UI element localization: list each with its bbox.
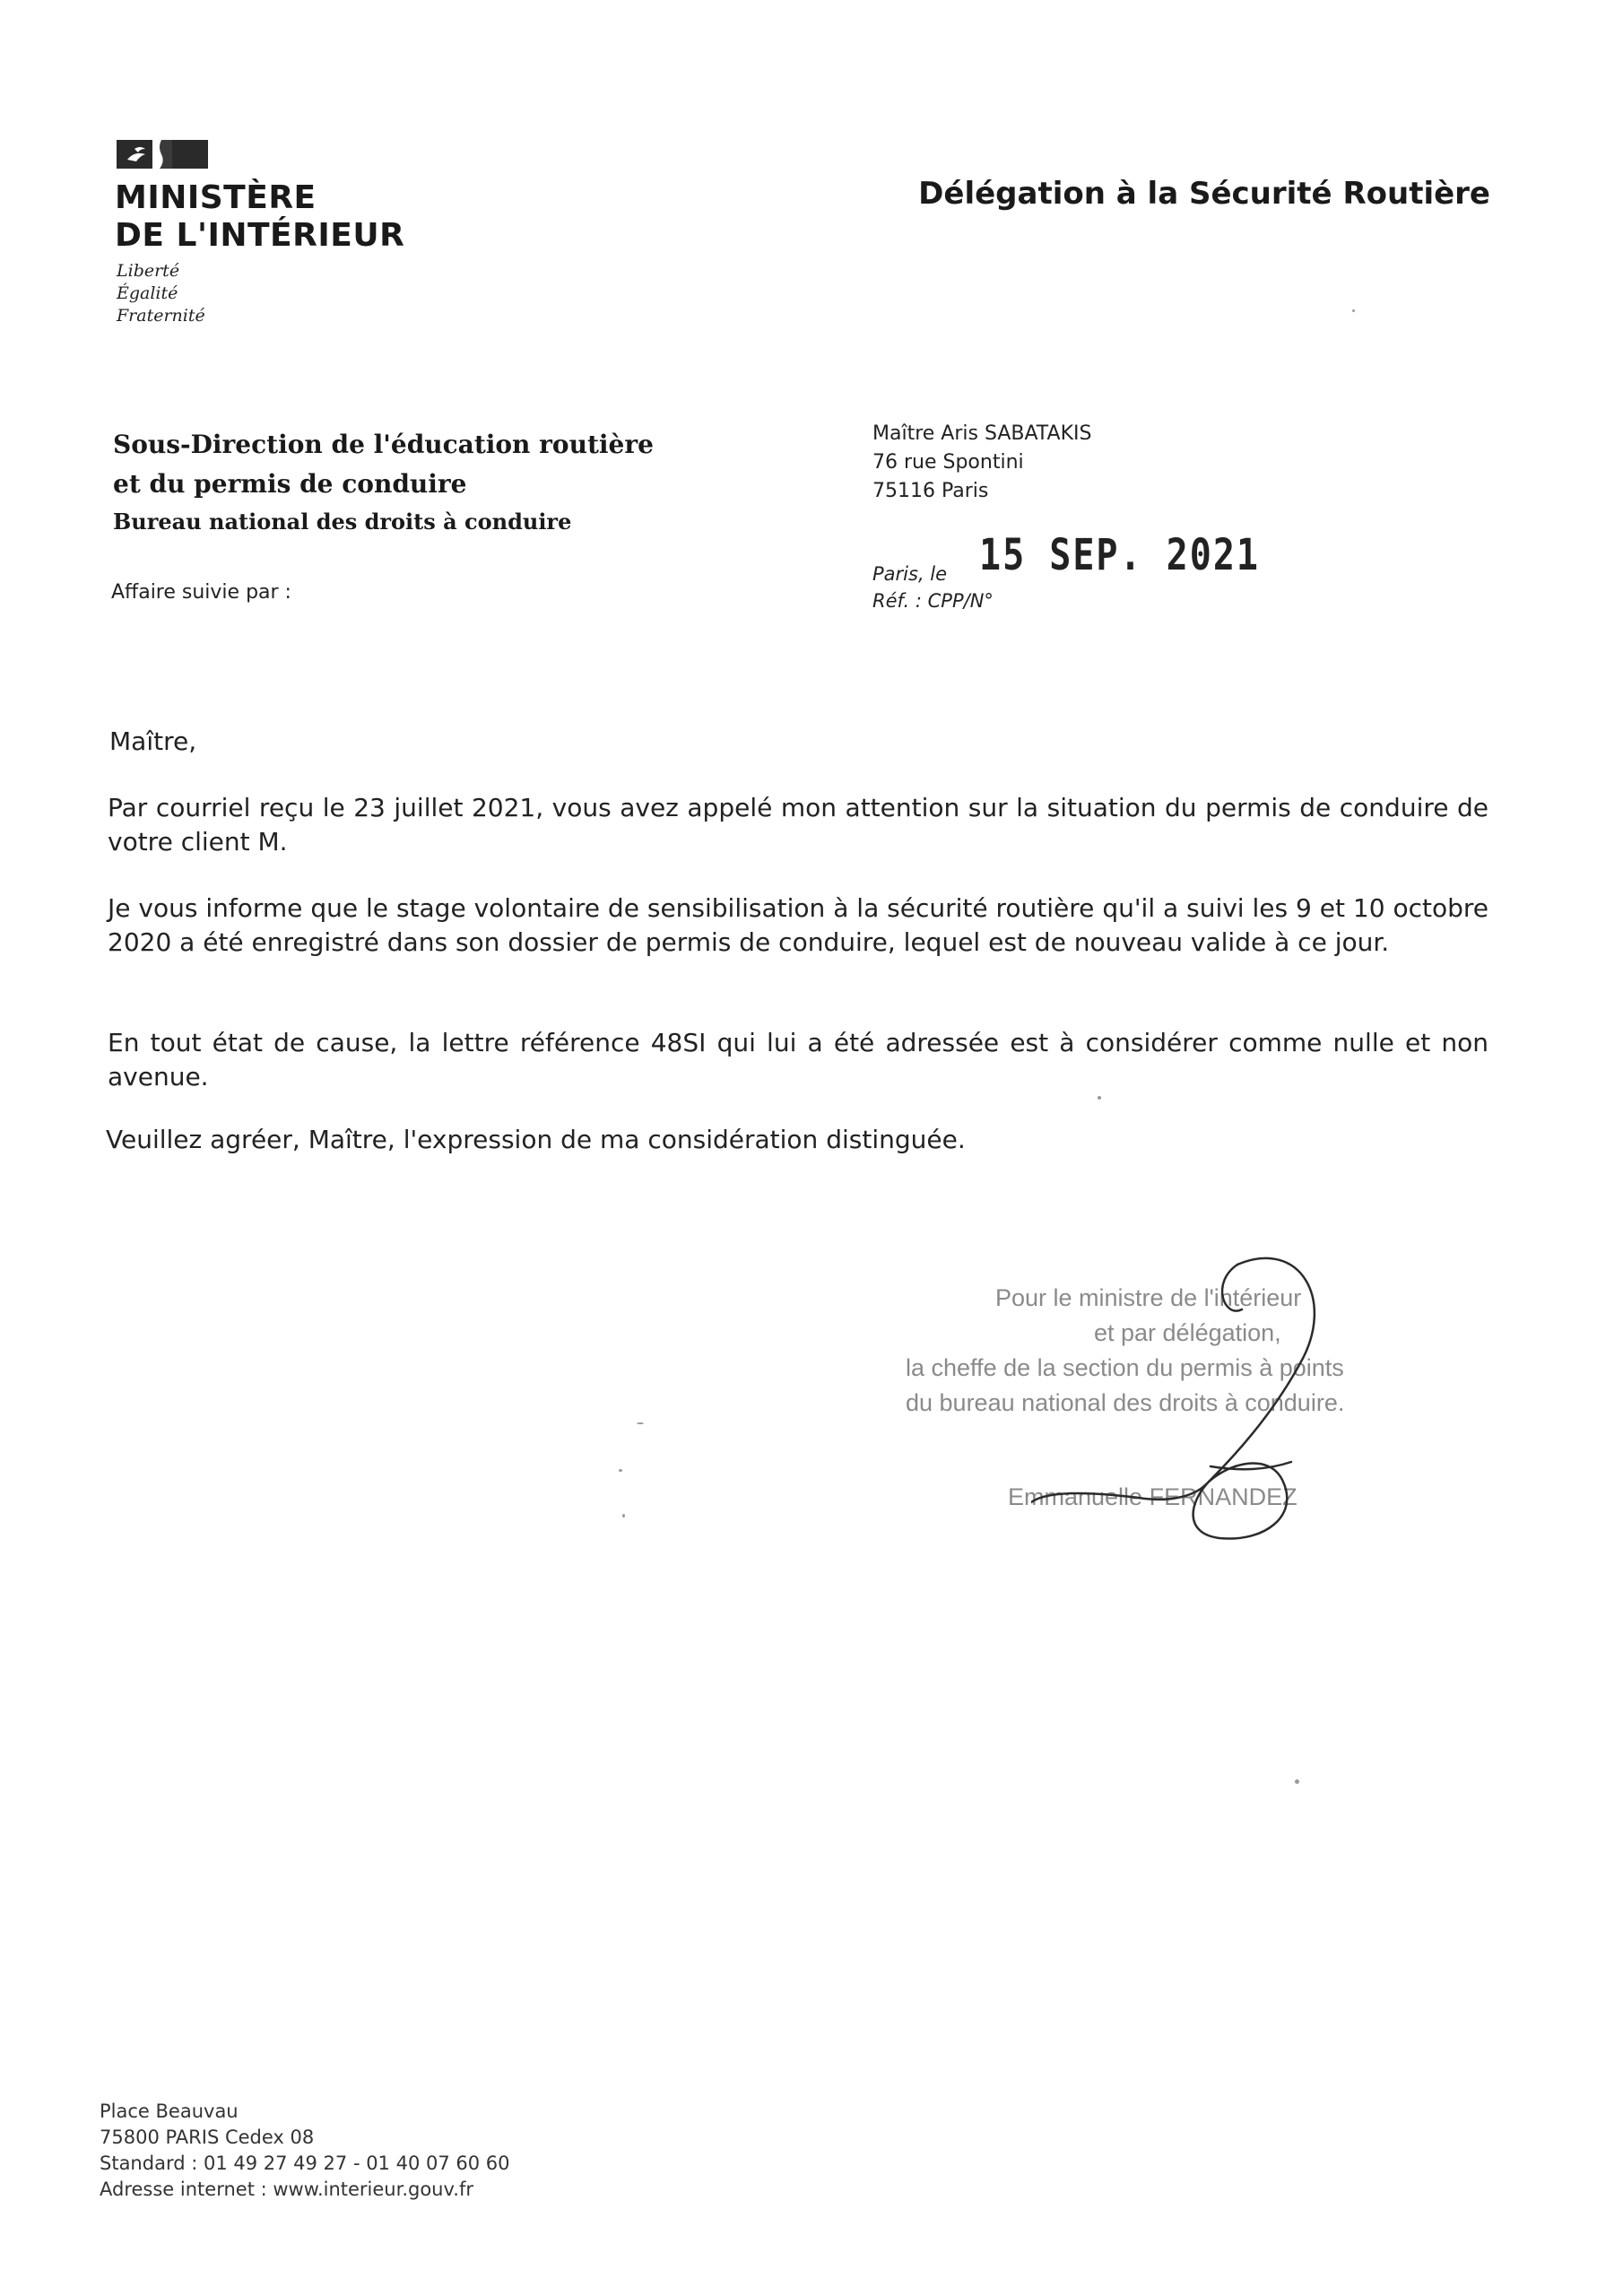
signature-line-3: la cheffe de la section du permis à points — [906, 1354, 1344, 1381]
republic-motto — [117, 260, 205, 327]
scan-speck — [1098, 1096, 1101, 1100]
date-label: Paris, le — [872, 563, 948, 585]
reference: Réf. : CPP/N° — [872, 590, 994, 612]
footer-line-1: Place Beauvau — [100, 2100, 239, 2122]
motto-egalite: Égalité — [117, 283, 178, 303]
service-line-1: Sous-Direction de l'éducation routière — [113, 430, 654, 459]
delegation-title: Délégation à la Sécurité Routière — [918, 176, 1490, 212]
recipient-name: Maître Aris SABATAKIS — [872, 422, 1092, 445]
scan-speck — [637, 1422, 644, 1424]
scan-speck — [619, 1469, 622, 1472]
scan-speck — [1352, 309, 1355, 312]
closing-formula: Veuillez agréer, Maître, l'expression de ma considération distinguée. — [106, 1125, 966, 1154]
affaire-suivie-label: Affaire suivie par : — [111, 581, 291, 604]
footer-address — [100, 2099, 510, 2203]
paragraph-1: Par courriel reçu le 23 juillet 2021, vous avez appelé mon attention sur la situation du permis de conduire de votre client M. — [108, 793, 1488, 857]
marianne-logo-icon — [117, 136, 208, 172]
signature-line-2: et par délégation, — [1094, 1319, 1281, 1346]
recipient-address — [872, 420, 1091, 506]
paragraph-2: Je vous informe que le stage volontaire de sensibilisation à la sécurité routière qu'il a suivi les 9 et 10 octobre 2020 a été enregistré dans son dossier de permis de conduire, lequel est de nouveau valide à ce jour. — [108, 893, 1488, 957]
ministry-line-2: DE L'INTÉRIEUR — [115, 217, 405, 254]
handwritten-signature-icon — [1031, 1247, 1354, 1552]
salutation: Maître, — [109, 726, 197, 756]
footer-phone: Standard : 01 49 27 49 27 - 01 40 07 60 60 — [100, 2152, 510, 2174]
motto-fraternite: Fraternité — [117, 306, 205, 326]
motto-liberte: Liberté — [117, 261, 180, 281]
signatory-name: Emmanuelle FERNANDEZ — [1008, 1483, 1298, 1510]
signature-line-1: Pour le ministre de l'intérieur — [995, 1284, 1302, 1311]
service-line-3: Bureau national des droits à conduire — [113, 509, 572, 535]
paragraph-3: En tout état de cause, la lettre référence 48SI qui lui a été adressée est à considérer comme nulle et non avenue. — [108, 1028, 1488, 1091]
service-line-2: et du permis de conduire — [113, 469, 467, 499]
ministry-name — [115, 179, 404, 255]
sender-service — [113, 425, 654, 540]
recipient-city: 75116 Paris — [872, 480, 989, 502]
scan-speck — [1295, 1779, 1299, 1784]
date-stamp: 15 SEP. 2021 — [979, 531, 1260, 581]
signature-line-4: du bureau national des droits à conduire. — [906, 1389, 1345, 1416]
scan-speck — [622, 1514, 625, 1518]
footer-website: Adresse internet : www.interieur.gouv.fr — [100, 2179, 473, 2200]
recipient-street: 76 rue Spontini — [872, 451, 1024, 474]
footer-line-2: 75800 PARIS Cedex 08 — [100, 2126, 315, 2148]
ministry-line-1: MINISTÈRE — [115, 179, 317, 216]
